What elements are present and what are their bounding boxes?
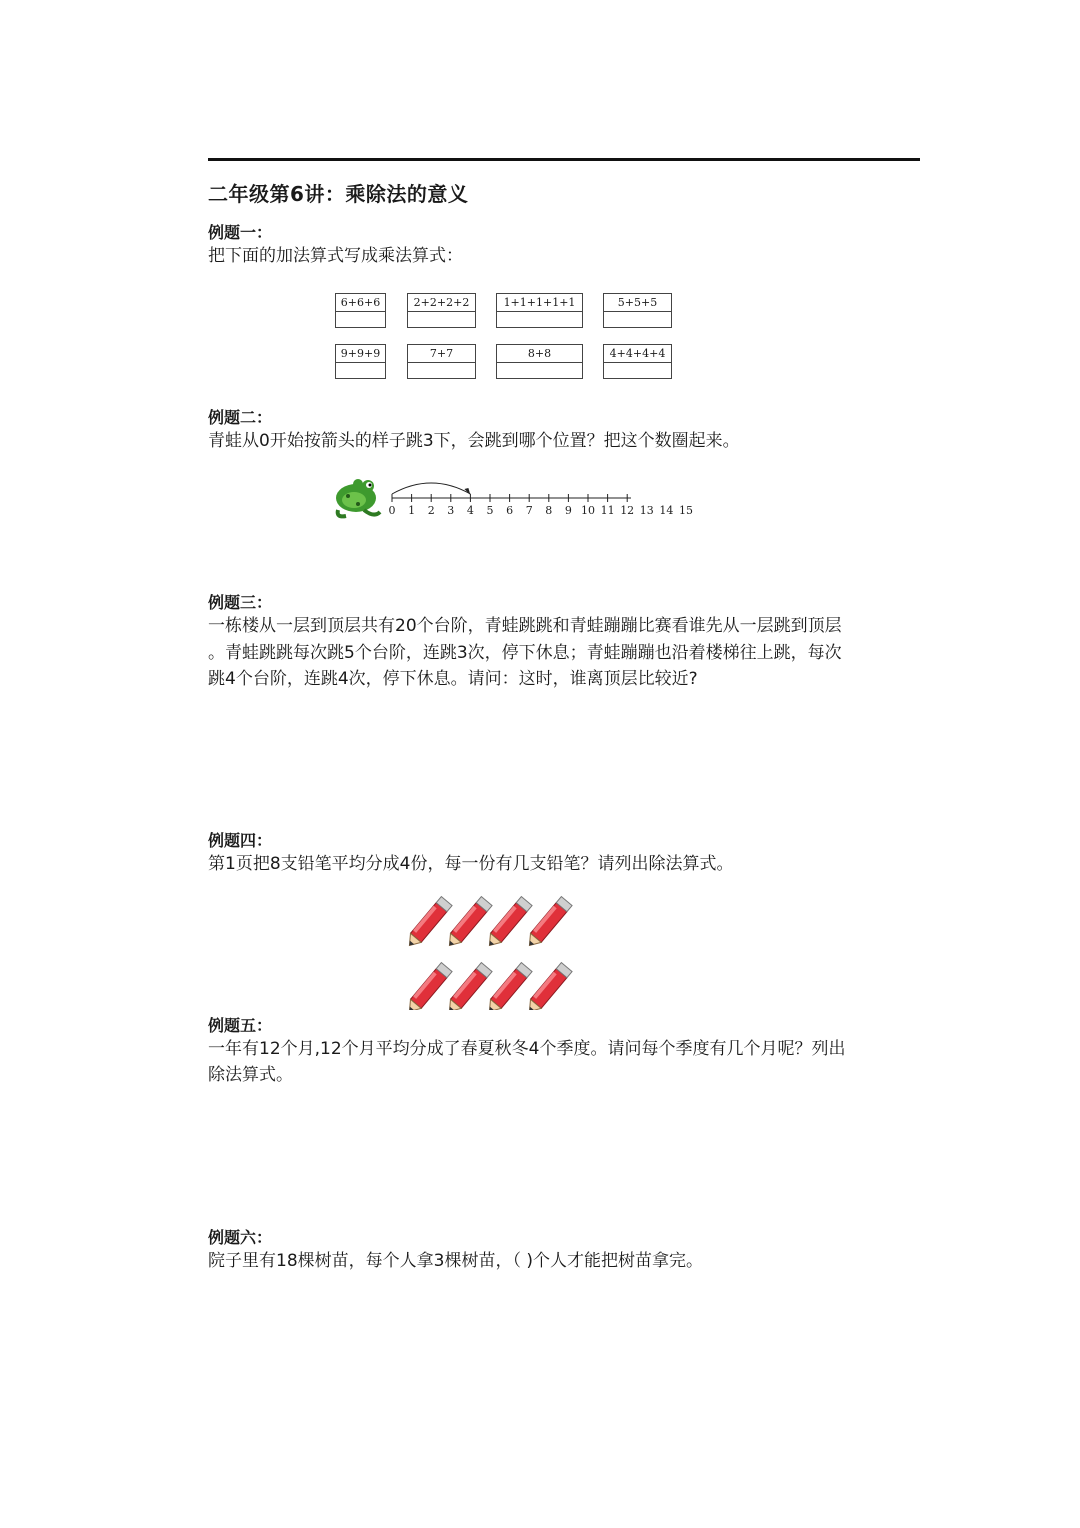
header-rule [208,158,920,161]
tick-label: 2 [427,504,435,517]
pencil-icon [444,963,492,1010]
sum-box [603,344,672,379]
tick-label: 1 [408,504,416,517]
example-1-heading: 例题一： [208,223,273,242]
example-3-heading: 例题三： [208,593,273,612]
tick-label: 15 [679,504,693,517]
tick-label: 10 [581,504,595,517]
example-5-heading: 例题五： [208,1016,273,1035]
sum-expression: 2+2+2+2 [408,294,475,312]
tick-label: 7 [525,504,533,517]
sum-expression: 1+1+1+1+1 [497,294,582,312]
tick-label: 4 [466,504,474,517]
tick-label: 3 [447,504,455,517]
example-1-text: 把下面的加法算式写成乘法算式： [208,246,463,266]
sum-expression: 5+5+5 [604,294,671,312]
example-4-heading: 例题四： [208,831,273,850]
jump-arrow [392,483,470,494]
tick-label: 11 [600,504,615,517]
pencil-icon [524,963,572,1010]
example-6-text: 院子里有18棵树苗，每个人拿3棵树苗，（ )个人才能把树苗拿完。 [208,1251,703,1271]
number-line [334,474,714,524]
example-4-text: 第1页把8支铅笔平均分成4份，每一份有几支铅笔？请列出除法算式。 [208,854,734,874]
sum-expression: 9+9+9 [336,345,385,363]
tick-label: 13 [639,504,654,517]
pencil-icon [484,963,532,1010]
sum-box [496,344,583,379]
answer-blank[interactable] [336,312,385,327]
tick-label: 14 [659,504,674,517]
sum-expression: 4+4+4+4 [604,345,671,363]
tick-label: 12 [620,504,635,517]
example-3-line-1: 一栋楼从一层到顶层共有20个台阶，青蛙跳跳和青蛙蹦蹦比赛看谁先从一层跳到顶层 [208,616,842,636]
pencil-group [404,890,584,1010]
example-3-line-3: 跳4个台阶，连跳4次，停下休息。请问：这时，谁离顶层比较近? [208,669,698,689]
page-title: 二年级第6讲：乘除法的意义 [208,182,469,206]
sum-expression: 6+6+6 [336,294,385,312]
answer-blank[interactable] [408,312,475,327]
example-2-text: 青蛙从0开始按箭头的样子跳3下，会跳到哪个位置？把这个数圈起来。 [208,431,740,451]
tick-label: 8 [545,504,553,517]
tick-label: 0 [388,504,396,517]
sum-box [603,293,672,328]
sum-box [407,344,476,379]
tick-label: 6 [506,504,514,517]
example-3-line-2: 。青蛙跳跳每次跳5个台阶，连跳3次，停下休息；青蛙蹦蹦也沿着楼梯往上跳，每次 [208,643,842,663]
sum-box [335,344,386,379]
sum-expression: 8+8 [497,345,582,363]
answer-blank[interactable] [497,363,582,378]
sum-box [335,293,386,328]
example-2-heading: 例题二： [208,408,273,427]
pencil-icon [404,963,452,1010]
example-5-line-2: 除法算式。 [208,1065,293,1085]
tick-label: 9 [564,504,572,517]
sum-box [407,293,476,328]
sum-expression: 7+7 [408,345,475,363]
answer-blank[interactable] [336,363,385,378]
answer-blank[interactable] [497,312,582,327]
answer-blank[interactable] [408,363,475,378]
tick-label: 5 [486,504,494,517]
answer-blank[interactable] [604,363,671,378]
example-5-line-1: 一年有12个月,12个月平均分成了春夏秋冬4个季度。请问每个季度有几个月呢？列出 [208,1039,846,1059]
sum-box [496,293,583,328]
pencil-icon [404,897,452,950]
example-6-heading: 例题六： [208,1228,273,1247]
answer-blank[interactable] [604,312,671,327]
frog-icon [336,479,380,516]
